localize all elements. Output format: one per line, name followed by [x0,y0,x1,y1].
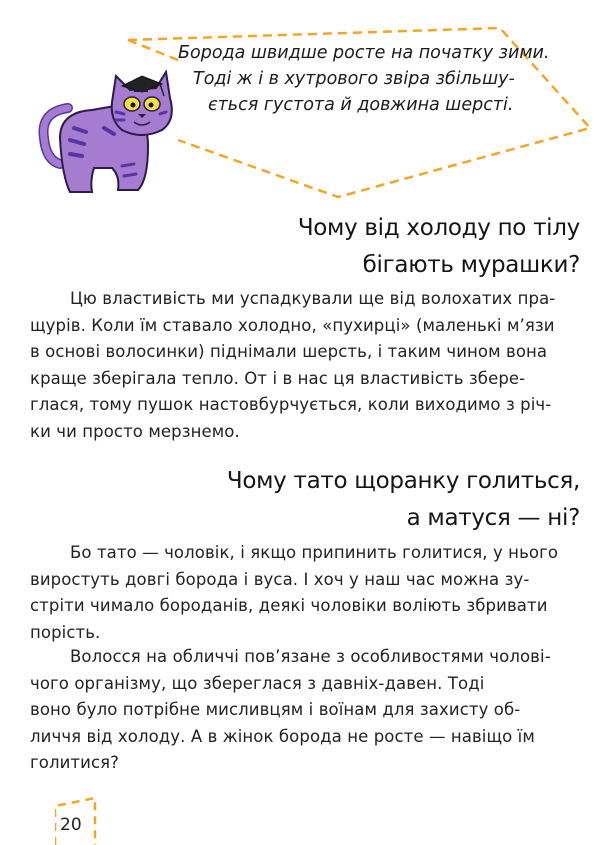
text-line: в основі волосинки) піднімали шерсть, і таким чином вона [30,342,548,361]
callout-line: Борода швидше росте на початку зими. [178,43,550,63]
paragraph-shaving-1 [30,540,590,646]
text-line: голитися? [30,753,120,772]
text-line: щурів. Коли їм ставало холодно, «пухирці» (маленькі м’язи [30,315,555,335]
callout-line: ється густота й довжина шерсті. [208,95,514,115]
text-line: глася, тому пушок настовбурчується, коли виходимо з річ- [30,395,552,414]
heading-line: бігають мурашки? [362,252,580,278]
heading-line: а матуся — ні? [406,505,580,531]
text-line: стріти чимало бороданів, деякі чоловіки воліють збривати [30,596,548,615]
page-number: 20 [60,815,82,835]
text-line: чого організму, що збереглася з давніх-давен. Тоді [30,673,485,693]
text-line: воно було потрібне мисливцям і воїнам для захисту об- [30,700,521,719]
text-line: виростуть довгі борода і вуса. І хоч у наш час можна зу- [30,569,530,589]
cat-mascot-icon [30,68,190,196]
section-heading-shaving [227,463,580,537]
callout-line: Тоді ж і в хутрового звіра збільшу- [193,69,515,89]
section-heading-goosebumps [298,210,580,284]
text-line: порість. [30,622,101,642]
paragraph-shaving-2 [30,644,590,777]
text-line: Бо тато — чоловік, і якщо припинить голитися, у нього [70,543,559,562]
paragraph-goosebumps [30,286,590,445]
text-line: ки чи просто мерзнемо. [30,421,240,441]
heading-line: Чому від холоду по тілу [297,215,580,241]
page-number-frame [55,782,115,845]
heading-line: Чому тато щоранку голиться, [226,468,580,494]
text-line: Цю властивість ми успадкували ще від волохатих пра- [70,289,556,308]
callout-text [178,40,558,118]
text-line: личчя від холоду. А в жінок борода не росте — навіщо їм [30,726,535,746]
text-line: Волосся на обличчі пов’язане з особливостями чолові- [70,647,551,666]
text-line: краще зберігала тепло. От і в нас ця властивість збере- [30,368,526,388]
